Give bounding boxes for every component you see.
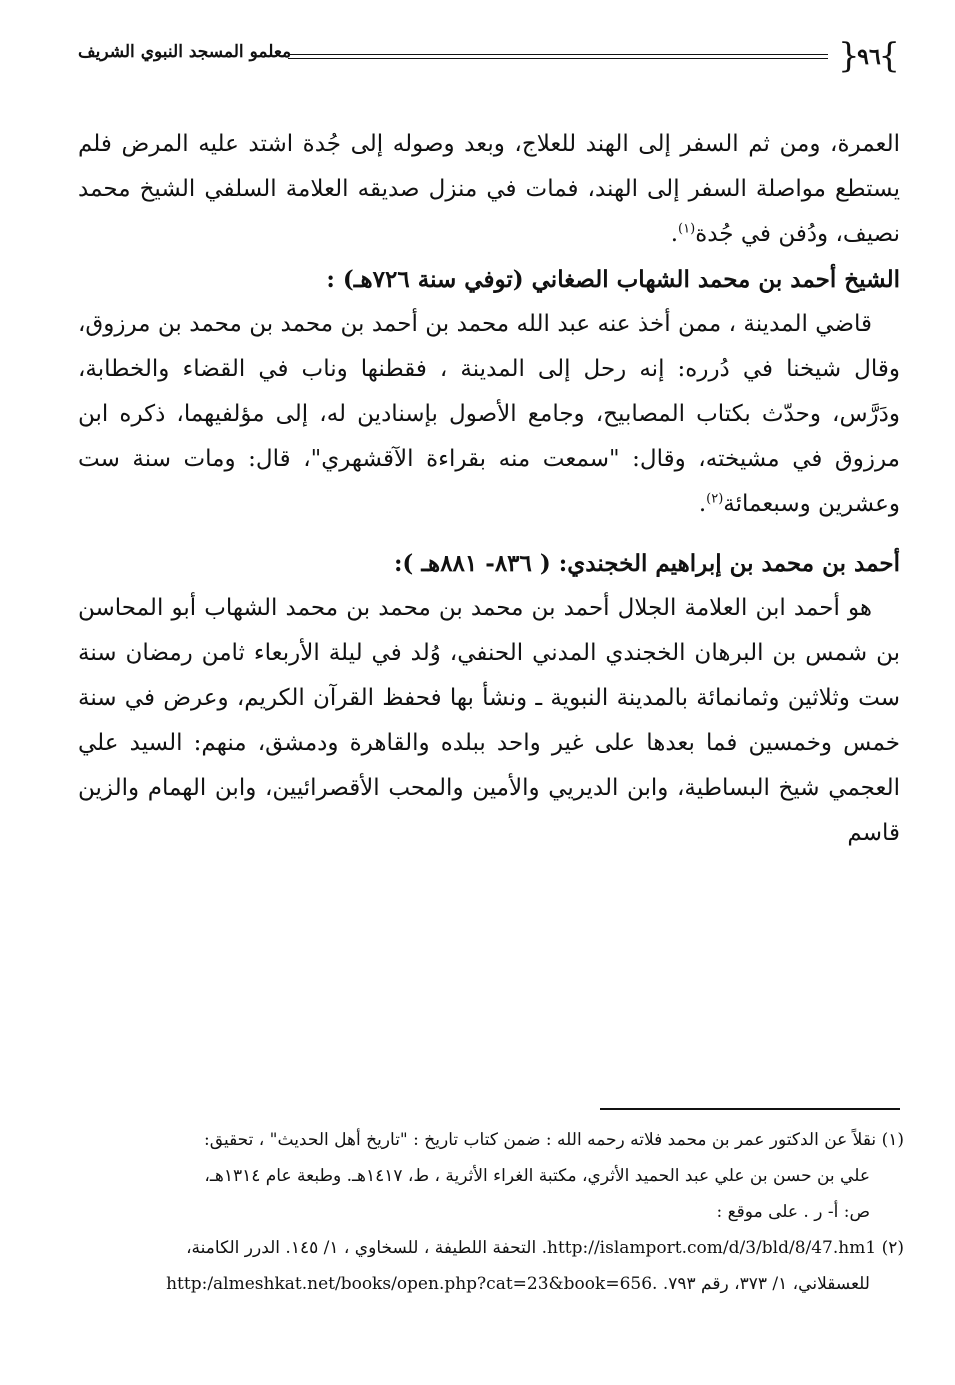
section-heading-2: أحمد بن محمد بن إبراهيم الخجندي: ( ٨٣٦- ٨٨١هـ ): <box>393 550 900 577</box>
running-title: معلمو المسجد النبوي الشريف <box>78 42 292 62</box>
main-text <box>78 122 900 856</box>
header-rule <box>288 54 828 59</box>
footnotes <box>78 1122 904 1302</box>
footnote-1 <box>78 1122 904 1158</box>
bracket-right-icon: } <box>878 36 900 76</box>
page-number: ٩٦ <box>857 44 881 70</box>
paragraph-1 <box>78 122 900 257</box>
footnote-2-url[interactable]: http://islamport.com/d/3/bld/8/47.hm1 <box>547 1238 877 1258</box>
footnote-2-line-2-text: للعسقلاني، ١/ ٣٧٣، رقم ٧٩٣. <box>662 1274 870 1294</box>
footnote-1-line-2: علي بن حسن بن علي عبد الحميد الأثري، مكتبة الغراء الأثرية ، ط، ١٤١٧هـ. وطبعة عام ١٣١٤هـ، <box>204 1166 870 1186</box>
footnote-2-text: . التحفة اللطيفة ، للسخاوي ، ١/ ١٤٥. الدرر الكامنة، <box>186 1238 547 1258</box>
footnote-ref-1[interactable]: (١) <box>678 221 696 237</box>
bracket-left-icon: { <box>838 36 860 76</box>
section-heading-1: الشيخ أحمد بن محمد الشهاب الصغاني (توفي سنة ٧٢٦هـ) : <box>326 266 900 293</box>
footnote-1-line-3: ص: أ- ر . على موقع : <box>716 1202 870 1222</box>
paragraph-1-text: العمرة، ومن ثم السفر إلى الهند للعلاج، وبعد وصوله إلى جُدة اشتد عليه المرض فلم يستطع مواصلة السفر إلى الهند، فمات في منزل صديقه العلامة السلفي الشيخ محمد نصيف، ودُفن في جُدة <box>78 131 900 247</box>
footnote-1-marker: (١) <box>881 1130 904 1150</box>
footnote-2-line-2 <box>78 1266 904 1302</box>
paragraph-3: هو أحمد ابن العلامة الجلال أحمد بن محمد بن محمد بن محمد الشهاب أبو المحاسن بن شمس بن البرهان الخجندي المدني الحنفي، وُلد في ليلة الأربعاء ثامن رمضان سنة ست وثلاثين وثمانمائة بالمدينة النبوية ـ ونشأ بها فحفظ القرآن الكريم، وعرض في سنة خمس وخمسين فما بعدها على غير واحد ببلده والقاهرة ودمشق، منهم: السيد علي العجمي شيخ البساطية، وابن الديريي والأمين والمحب الأقصرائيين، وابن الهمام والزين قاسم <box>78 595 900 846</box>
footnote-rule <box>600 1108 900 1110</box>
running-header <box>78 34 900 82</box>
footnote-2-line-2-url[interactable]: http:/almeshkat.net/books/open.php?cat=23&book=656. <box>166 1274 658 1294</box>
paragraph-2-end: . <box>698 491 707 517</box>
footnote-2 <box>78 1230 904 1266</box>
paragraph-2 <box>78 302 900 527</box>
paragraph-2-text: قاضي المدينة ، ممن أخذ عنه عبد الله محمد بن أحمد بن محمد بن محمد بن مرزوق، وقال شيخنا في دُرره: إنه رحل إلى المدينة ، فقطنها وناب في القضاء والخطابة، ودَرَّس، وحدّث بكتاب المصابيح، وجامع الأصول بإسنادين له، إلى مؤلفيهما، ذكره ابن مرزوق في مشيخته، وقال: "سمعت منه بقراءة الآقشهري"، قال: ومات سنة ست وعشرين وسبعمائة <box>78 311 900 517</box>
footnote-2-marker: (٢) <box>881 1238 904 1258</box>
paragraph-1-end: . <box>670 221 679 247</box>
footnote-ref-2[interactable]: (٢) <box>706 491 724 507</box>
page-number-box <box>838 34 900 80</box>
footnote-1-line-1: نقلاً عن الدكتور عمر بن محمد فلاته رحمه الله : ضمن كتاب تاريخ : "تاريخ أهل الحديث" ، تحقيق: <box>204 1130 877 1150</box>
